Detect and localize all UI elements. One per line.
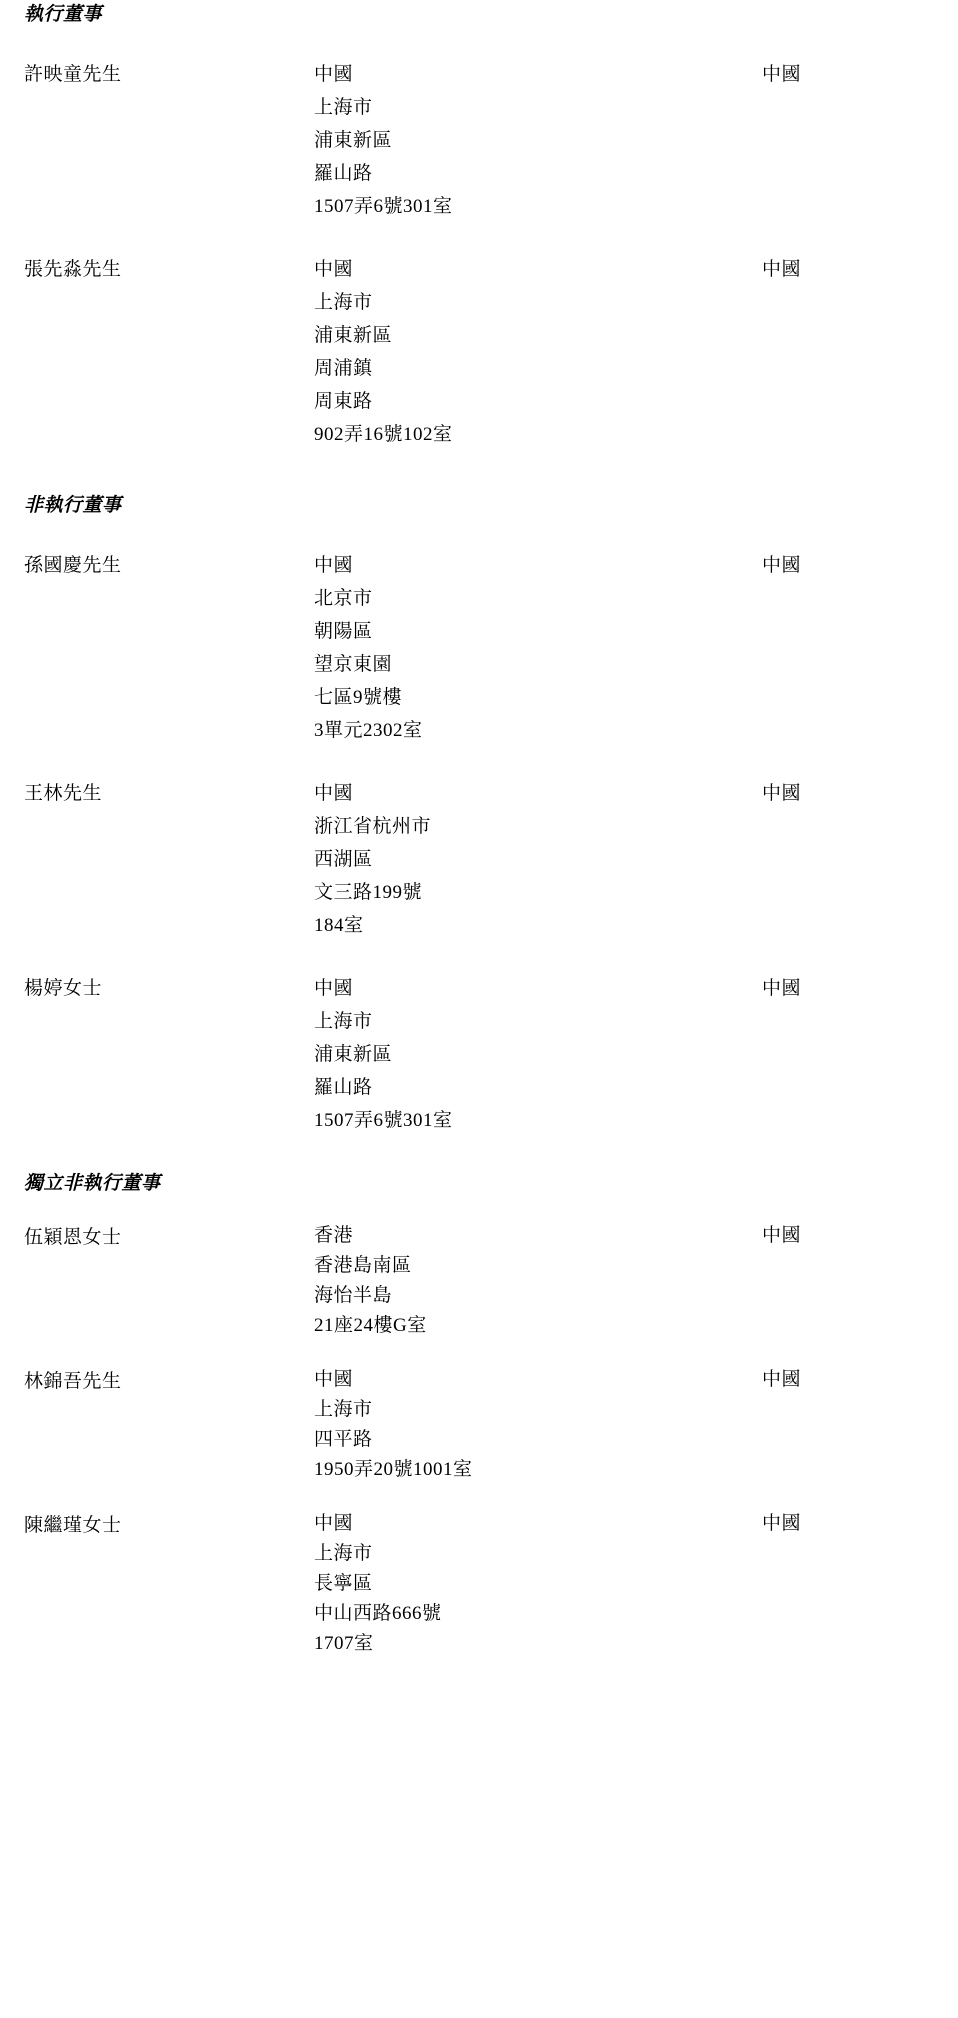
- address-line: 1507弄6號301室: [314, 1110, 453, 1131]
- address-line: 羅山路: [314, 163, 373, 184]
- address-line: 周浦鎮: [314, 358, 373, 379]
- address-line: 21座24樓G室: [314, 1315, 427, 1336]
- director-country: 中國: [762, 555, 802, 576]
- director-country: 中國: [762, 978, 802, 999]
- address-line: 四平路: [314, 1429, 373, 1450]
- address-line: 香港島南區: [314, 1255, 412, 1276]
- address-line: 朝陽區: [314, 621, 373, 642]
- address-line: 浦東新區: [314, 130, 393, 151]
- director-address: [314, 1509, 744, 1659]
- director-name: 陳繼瑾女士: [24, 1515, 122, 1536]
- director-country: 中國: [762, 1513, 802, 1534]
- director-entry: [24, 777, 934, 942]
- address-line: 七區9號樓: [314, 687, 403, 708]
- director-name: 王林先生: [24, 783, 103, 804]
- director-country: 中國: [762, 783, 802, 804]
- director-name: 張先淼先生: [24, 259, 122, 280]
- address-line: 上海市: [314, 1011, 373, 1032]
- address-line: 1707室: [314, 1633, 374, 1654]
- address-line: 184室: [314, 915, 364, 936]
- section-heading-executive-directors: 執行董事: [24, 4, 103, 25]
- address-line: 上海市: [314, 1399, 373, 1420]
- director-entry: [24, 1509, 934, 1659]
- director-entry: [24, 58, 934, 223]
- director-name: 楊婷女士: [24, 978, 103, 999]
- address-line: 中山西路666號: [314, 1603, 442, 1624]
- director-entry: [24, 1221, 934, 1341]
- director-address: [314, 253, 744, 451]
- director-name: 伍穎恩女士: [24, 1227, 122, 1248]
- section-heading-non-executive-directors: 非執行董事: [24, 495, 122, 516]
- director-country: 中國: [762, 1225, 802, 1246]
- address-line: 羅山路: [314, 1077, 373, 1098]
- address-line: 中國: [314, 259, 354, 280]
- address-line: 浦東新區: [314, 1044, 393, 1065]
- director-address: [314, 549, 744, 747]
- address-line: 中國: [314, 978, 354, 999]
- director-address: [314, 58, 744, 223]
- director-name: 林錦吾先生: [24, 1371, 122, 1392]
- director-entry: [24, 549, 934, 747]
- director-entry: [24, 972, 934, 1137]
- address-line: 香港: [314, 1225, 354, 1246]
- director-address: [314, 1365, 744, 1485]
- address-line: 浦東新區: [314, 325, 393, 346]
- director-country: 中國: [762, 64, 802, 85]
- director-country: 中國: [762, 1369, 802, 1390]
- address-line: 上海市: [314, 292, 373, 313]
- section-heading-independent-non-executive-directors: 獨立非執行董事: [24, 1173, 161, 1194]
- address-line: 望京東園: [314, 654, 393, 675]
- director-country: 中國: [762, 259, 802, 280]
- address-line: 上海市: [314, 1543, 373, 1564]
- document-page: [0, 2, 958, 1659]
- address-line: 中國: [314, 555, 354, 576]
- address-line: 上海市: [314, 97, 373, 118]
- address-line: 浙江省杭州市: [314, 816, 432, 837]
- address-line: 3單元2302室: [314, 720, 423, 741]
- address-line: 中國: [314, 783, 354, 804]
- director-entry: [24, 1365, 934, 1485]
- address-line: 中國: [314, 64, 354, 85]
- director-entry: [24, 253, 934, 451]
- address-line: 北京市: [314, 588, 373, 609]
- address-line: 周東路: [314, 391, 373, 412]
- address-line: 1950弄20號1001室: [314, 1459, 473, 1480]
- director-address: [314, 972, 744, 1137]
- address-line: 文三路199號: [314, 882, 423, 903]
- address-line: 1507弄6號301室: [314, 196, 453, 217]
- director-address: [314, 1221, 744, 1341]
- director-name: 許映童先生: [24, 64, 122, 85]
- address-line: 中國: [314, 1513, 354, 1534]
- address-line: 海怡半島: [314, 1285, 393, 1306]
- director-address: [314, 777, 744, 942]
- address-line: 西湖區: [314, 849, 373, 870]
- address-line: 902弄16號102室: [314, 424, 453, 445]
- address-line: 中國: [314, 1369, 354, 1390]
- address-line: 長寧區: [314, 1573, 373, 1594]
- director-name: 孫國慶先生: [24, 555, 122, 576]
